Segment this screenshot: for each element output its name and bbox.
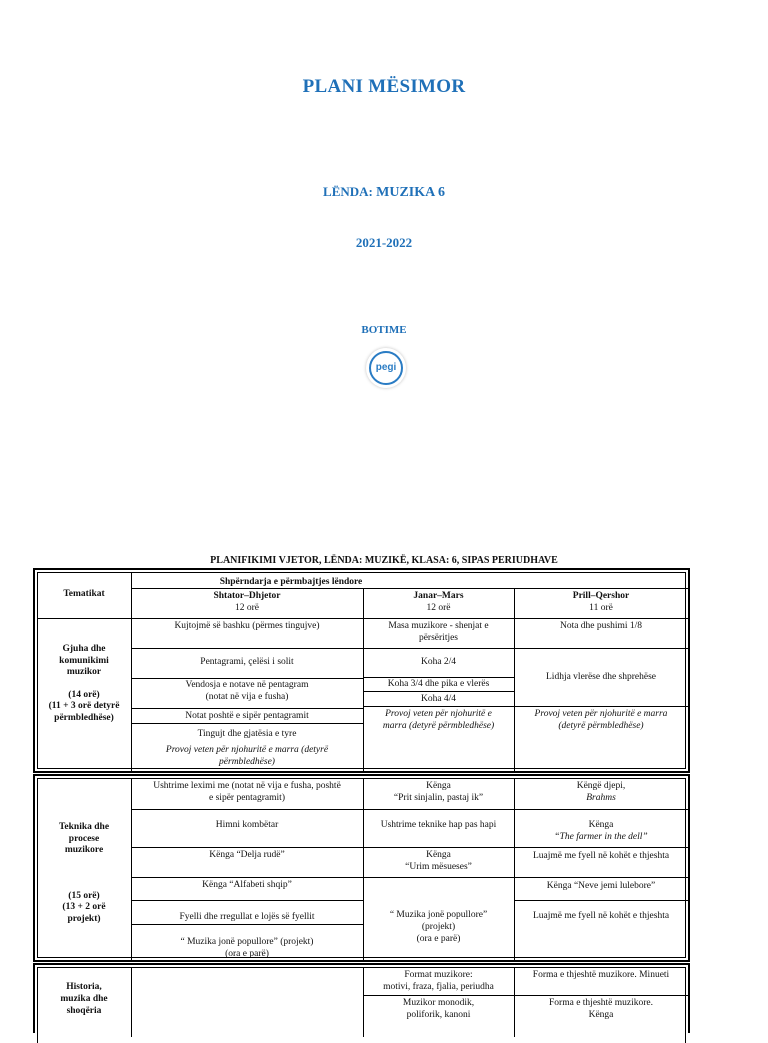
- topic-line: e sipër pentagramit): [209, 793, 285, 803]
- subject-line: [0, 184, 768, 201]
- period-1-name: Shtator–Dhjetor: [213, 591, 281, 601]
- plan-section-language: [33, 568, 690, 773]
- topic-cell: [131, 656, 363, 668]
- topic-cell: [363, 693, 514, 705]
- topic-cell: [363, 819, 514, 831]
- period-3-hours: 11 orë: [589, 603, 613, 613]
- topic-line: poliforik, kanoni: [406, 1010, 471, 1020]
- theme-line: (11 + 3 orë detyrë: [48, 701, 120, 711]
- topic-cell: [131, 936, 363, 960]
- period-2-hours: 12 orë: [426, 603, 451, 613]
- topic-line: “Urim mësueses”: [405, 862, 472, 872]
- topic-line: Notat poshtë e sipër pentagramit: [185, 711, 309, 721]
- topic-cell: [514, 880, 688, 892]
- topic-line: Kënga: [588, 820, 614, 830]
- theme-line: muzika dhe: [60, 994, 108, 1004]
- topic-line: Ushtrime leximi me (notat në vija e fusha, poshtë: [153, 781, 341, 791]
- page-title: PLANI MËSIMOR: [302, 76, 466, 97]
- topic-line: Koha 3/4 dhe pika e vlerës: [387, 679, 490, 689]
- topic-line: (notat në vija e fusha): [205, 692, 289, 702]
- topic-cell: [363, 997, 514, 1021]
- topic-line: Këngë djepi,: [576, 781, 626, 791]
- theme-line: Teknika dhe: [58, 822, 110, 832]
- topic-cell: [131, 744, 363, 768]
- theme-line: shoqëria: [66, 1006, 102, 1016]
- topic-line: “Prit sinjalin, pastaj ik”: [393, 793, 484, 803]
- theme-cell: [39, 981, 129, 1017]
- topic-cell: [363, 780, 514, 804]
- period-3-name: Prill–Qershor: [572, 591, 630, 601]
- header-period-2: [363, 590, 514, 614]
- topic-line: (detyrë përmbledhëse): [558, 721, 644, 731]
- period-1-hours: 12 orë: [234, 603, 259, 613]
- theme-line: (14 orë): [68, 689, 100, 700]
- topic-line: “The farmer in the dell”: [554, 832, 648, 842]
- theme-cell: [39, 822, 129, 925]
- topic-line: Format muzikore:: [404, 970, 473, 980]
- topic-cell: [514, 671, 688, 683]
- topic-line: marra (detyrë përmbledhëse): [382, 721, 495, 731]
- theme-line: projekt): [67, 913, 101, 924]
- topic-line: Vendosja e notave në pentagram: [185, 680, 309, 690]
- topic-cell: [131, 879, 363, 891]
- topic-line: (projekt): [421, 922, 456, 932]
- topic-cell: [514, 780, 688, 804]
- topic-line: Masa muzikore - shenjat e: [388, 621, 489, 631]
- topic-line: Kënga: [426, 850, 451, 860]
- topic-line: “ Muzika jonë popullore” (projekt): [180, 937, 314, 947]
- topic-line: Provoj veten për njohuritë e: [385, 709, 492, 719]
- topic-cell: [514, 850, 688, 862]
- topic-line: Kënga “Delja rudë”: [209, 850, 285, 860]
- topic-line: Provoj veten për njohuritë e marra (detyrë: [165, 745, 329, 755]
- period-2-name: Janar–Mars: [413, 591, 464, 601]
- theme-line: (13 + 2 orë: [62, 902, 106, 912]
- topic-line: (ora e parë): [416, 934, 461, 944]
- topic-cell: [363, 678, 514, 690]
- topic-line: Brahms: [586, 793, 616, 803]
- topic-cell: [363, 909, 514, 945]
- topic-cell: [131, 849, 363, 861]
- topic-cell: [363, 849, 514, 873]
- theme-line: muzikor: [66, 667, 102, 677]
- topic-cell: [514, 620, 688, 632]
- header-period-3: [514, 590, 688, 614]
- subject-name: MUZIKA 6: [376, 185, 445, 200]
- topic-cell: [514, 969, 688, 981]
- topic-cell: [514, 997, 688, 1021]
- theme-line: përmbledhëse): [54, 712, 114, 723]
- topic-line: Fyelli dhe rregullat e lojës së fyellit: [179, 912, 315, 922]
- topic-cell: [363, 708, 514, 732]
- topic-line: Kujtojmë së bashku (përmes tingujve): [174, 621, 320, 631]
- header-theme: Tematikat: [63, 589, 105, 599]
- topic-cell: [363, 969, 514, 993]
- topic-line: Himni kombëtar: [215, 820, 279, 830]
- topic-line: motivi, fraza, fjalia, periudha: [383, 982, 494, 992]
- topic-line: Forma e thjeshtë muzikore.: [549, 998, 653, 1008]
- school-year: 2021-2022: [355, 235, 413, 250]
- topic-line: Pentagrami, çelësi i solit: [200, 657, 294, 667]
- topic-line: Kënga “Alfabeti shqip”: [202, 880, 292, 890]
- topic-line: Muzikor monodik,: [402, 998, 475, 1008]
- theme-cell: [39, 644, 129, 724]
- plan-title: PLANIFIKIMI VJETOR, LËNDA: MUZIKË, KLASA: 6, SIPAS PERIUDHAVE: [210, 555, 558, 566]
- theme-line: komunikimi: [59, 655, 109, 666]
- topic-line: Tingujt dhe gjatësia e tyre: [197, 729, 297, 739]
- theme-line: muzikore: [64, 845, 104, 855]
- topic-line: përsëritjes: [418, 633, 459, 643]
- topic-line: Ushtrime teknike hap pas hapi: [380, 820, 497, 830]
- topic-cell: [363, 656, 514, 668]
- theme-line: (15 orë): [68, 890, 100, 901]
- topic-line: Lidhja vlerëse dhe shprehëse: [546, 672, 656, 682]
- topic-cell: [514, 819, 688, 843]
- topic-line: Kënga: [426, 781, 451, 791]
- topic-line: Luajmë me fyell në kohët e thjeshta: [532, 911, 670, 921]
- topic-cell: [131, 710, 363, 722]
- topic-line: Forma e thjeshtë muzikore. Minueti: [532, 970, 670, 980]
- topic-cell: [131, 780, 363, 804]
- theme-line: Gjuha dhe: [62, 644, 106, 654]
- topic-line: përmbledhëse): [219, 757, 275, 767]
- theme-line: Historia,: [66, 982, 102, 992]
- pegi-logo: [366, 348, 406, 388]
- topic-line: Nota dhe pushimi 1/8: [559, 621, 643, 631]
- plan-section-history: [33, 963, 690, 1033]
- topic-line: Kënga: [588, 1010, 614, 1020]
- topic-cell: [131, 679, 363, 703]
- topic-line: “ Muzika jonë popullore”: [389, 910, 488, 920]
- publisher-label: BOTIME: [361, 324, 407, 336]
- topic-line: Kënga “Neve jemi lulebore”: [546, 881, 656, 891]
- subject-label: LËNDA:: [323, 184, 373, 199]
- topic-line: Koha 4/4: [420, 694, 457, 704]
- topic-line: Provoj veten për njohuritë e marra: [534, 709, 668, 719]
- header-period-1: [131, 590, 363, 614]
- plan-section-techniques: [33, 774, 690, 962]
- topic-line: Koha 2/4: [420, 657, 457, 667]
- pegi-logo-text: pegi: [369, 351, 403, 385]
- topic-cell: [514, 910, 688, 922]
- topic-cell: [514, 708, 688, 732]
- topic-line: Luajmë me fyell në kohët e thjeshta: [532, 851, 670, 861]
- topic-cell: [131, 911, 363, 923]
- topic-cell: [131, 728, 363, 740]
- topic-line: (ora e parë): [225, 949, 269, 959]
- topic-cell: [363, 620, 514, 644]
- topic-cell: [131, 819, 363, 831]
- topic-cell: [131, 620, 363, 632]
- header-distribution: Shpërndarja e përmbajtjes lëndore: [219, 577, 363, 587]
- theme-line: procese: [68, 833, 100, 844]
